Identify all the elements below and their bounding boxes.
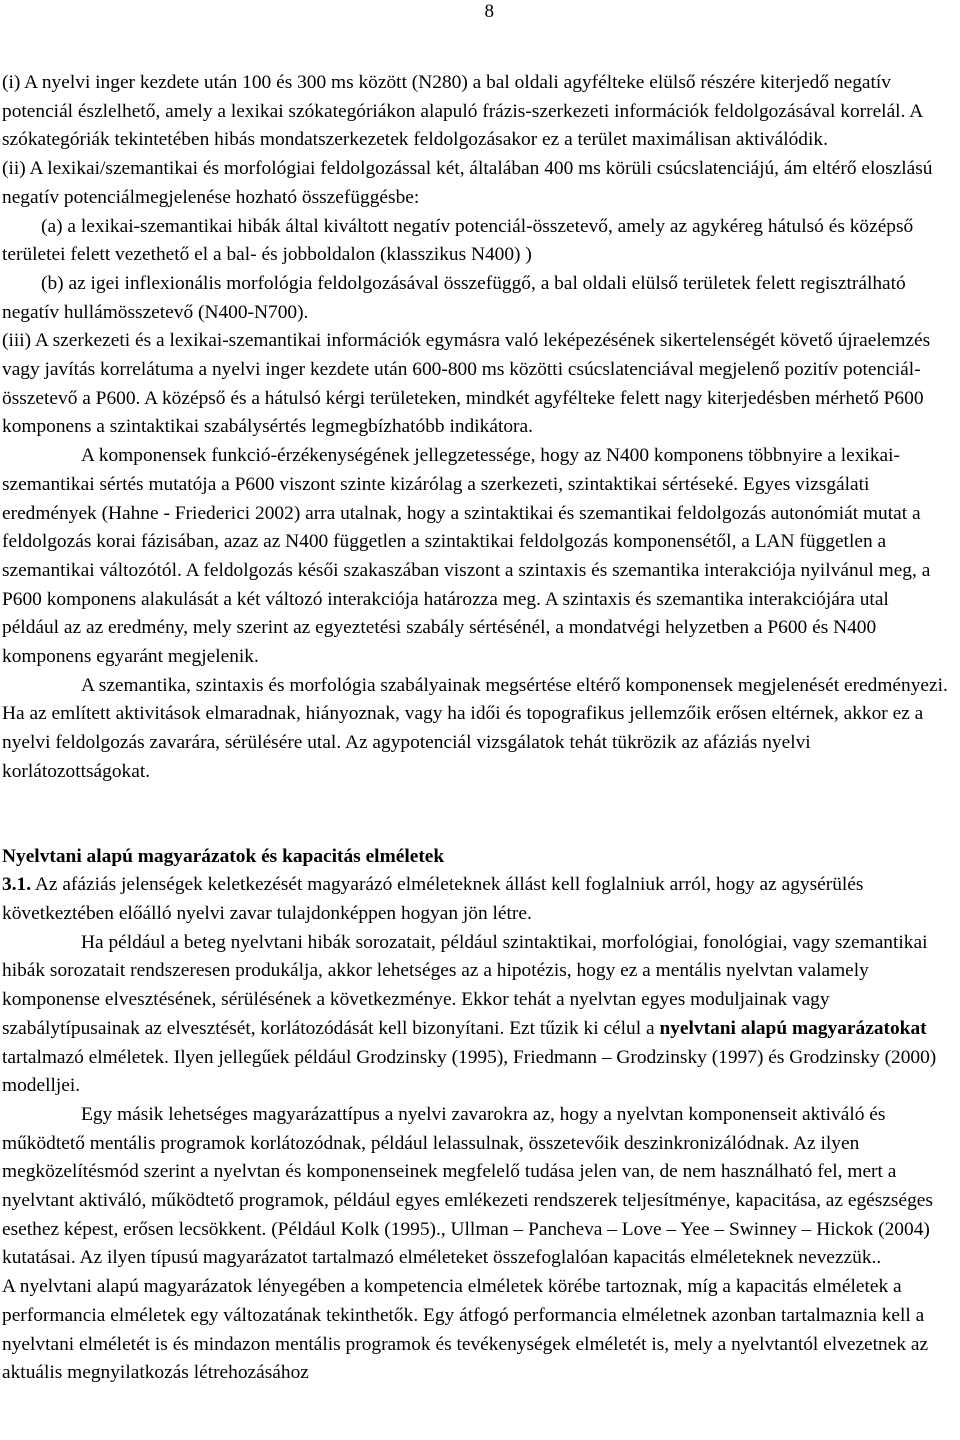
paragraph-example	[2, 929, 948, 1101]
section-number: 3.1.	[2, 874, 32, 896]
paragraph-3-1	[2, 871, 948, 928]
paragraph-another: Egy másik lehetséges magyarázattípus a nyelvi zavarokra az, hogy a nyelvtan komponenseit aktiváló és működtető mentális programok korlátozódnak, például lelassulnak, összetevőik deszinkronizálódnak. Az ilyen megközelítésmód szerint a nyelvtan és komponenseinek megfelelő tudása jelen van, de nem használható fel, mert a nyelvtant aktiváló, működtető programok, például egyes emlékezeti rendszerek teljesítménye, kapacitása, az egészséges esethez képest, erősen lecsökkent. (Például Kolk (1995)., Ullman – Pancheva – Love – Yee – Swinney – Hickok (2004) kutatásai. Az ilyen típusú magyarázatot tartalmazó elméleteket összefoglalóan kapacitás elméleteknek nevezzük..	[2, 1103, 933, 1269]
section-heading: Nyelvtani alapú magyarázatok és kapacitás elméletek	[2, 845, 445, 867]
document-body	[2, 69, 948, 1388]
paragraph-final: A nyelvtani alapú magyarázatok lényegében a kompetencia elméletek körébe tartoznak, míg a kapacitás elméletek a performancia elméletek egy változatának tekinthetők. Egy átfogó performancia elméletnek azonban tartalmaznia kell a nyelvtani elméletét is és mindazon mentális programok és tevékenységek elméletét is, mely a nyelvtantól elvezetnek az aktuális megnyilatkozás létrehozásához	[2, 1276, 929, 1384]
paragraph-example-pre: Ha például a beteg nyelvtani hibák sorozatait, például szintaktikai, morfológiai, fonológiai, vagy szemantikai hibák sorozatait rendszeresen produkálja, akkor lehetséges az a hipotézis, hogy ez a mentális nyelvtan valamely komponense elvesztésének, sérülésének a következménye. Ekkor tehát a nyelvtan egyes moduljainak vagy szabálytípusainak az elvesztését, korlátozódását kell bizonyítani. Ezt tűzik ki célul a	[2, 931, 928, 1039]
page-number: 8	[484, 1, 494, 22]
paragraph-3-1-text: Az afáziás jelenségek keletkezését magyarázó elméleteknek állást kell foglalniuk arról, hogy az agysérülés következtében előálló nyelvi zavar tulajdonképpen hogyan jön létre.	[2, 874, 864, 924]
paragraph-ii: (ii) A lexikai/szemantikai és morfológiai feldolgozással két, általában 400 ms körüli csúcslatenciájú, ám eltérő eloszlású negatív potenciálmegjelenése hozható összefüggésbe:	[2, 158, 933, 208]
paragraph-semantics: A szemantika, szintaxis és morfológia szabályainak megsértése eltérő komponensek megjelenését eredményezi. Ha az említett aktivitások elmaradnak, hiányoznak, vagy ha idői és topografikus jellemzőik erősen eltérnek, akkor ez a nyelvi feldolgozás zavarára, sérülésére utal. Az agypotenciál vizsgálatok tehát tükrözik az afáziás nyelvi korlátozottságokat.	[2, 674, 948, 782]
paragraph-iii: (iii) A szerkezeti és a lexikai-szemantikai információk egymásra való leképezésének sikertelenségét követő újraelemzés vagy javítás korrelátuma a nyelvi inger kezdete után 600-800 ms közötti csúcslatenciával megjelenő pozitív potenciál-összetevő a P600. A középső és a hátulsó kérgi területeken, mindkét agyfélteke felett nagy kiterjedésben mérhető P600 komponens a szintaktikai szabálysértés legmegbízhatóbb indikátora.	[2, 330, 931, 438]
paragraph-ii-a: (a) a lexikai-szemantikai hibák által kiváltott negatív potenciál-összetevő, amely az agykéreg hátulsó és középső területei felett vezethető el a bal- és jobboldalon (klasszikus N400) )	[2, 215, 914, 266]
emphasis-term: nyelvtani alapú magyarázatokat	[659, 1017, 927, 1039]
paragraph-example-post: tartalmazó elméletek. Ilyen jellegűek például Grodzinsky (1995), Friedmann – Grodzinsky (1997) és Grodzinsky (2000) modelljei.	[2, 1046, 937, 1097]
paragraph-i: (i) A nyelvi inger kezdete után 100 és 300 ms között (N280) a bal oldali agyfélteke elülső részére kiterjedő negatív potenciál észlelhető, amely a lexikai szókategóriákon alapuló frázis-szerkezeti információk feldolgozásával korrelál. A szókategóriák tekintetében hibás mondatszerkezetek feldolgozásakor ez a terület maximálisan aktiválódik.	[2, 72, 923, 151]
paragraph-components: A komponensek funkció-érzékenységének jellegzetessége, hogy az N400 komponens többnyire a lexikai-szemantikai sértés mutatója a P600 viszont szinte kizárólag a szerkezeti, szintaktikai sértéseké. Egyes vizsgálati eredmények (Hahne - Friederici 2002) arra utalnak, hogy a szintaktikai és szemantikai feldolgozás autonómiát mutat a feldolgozás korai fázisában, azaz az N400 független a szintaktikai feldolgozás komponensétől, a LAN független a szemantikai változótól. A feldolgozás késői szakaszában viszont a szintaxis és szemantika interakciója nyilvánul meg, a P600 komponens alakulását a két változó interakciója határozza meg. A szintaxis és szemantika interakciójára utal például az az eredmény, mely szerint az egyeztetési szabály sértésénél, a mondatvégi helyzetben a P600 és N400 komponens egyaránt megjelenik.	[2, 445, 931, 668]
paragraph-ii-b: (b) az igei inflexionális morfológia feldolgozásával összefüggő, a bal oldali elülső területek felett regisztrálható negatív hullámösszetevő (N400-N700).	[2, 272, 906, 323]
